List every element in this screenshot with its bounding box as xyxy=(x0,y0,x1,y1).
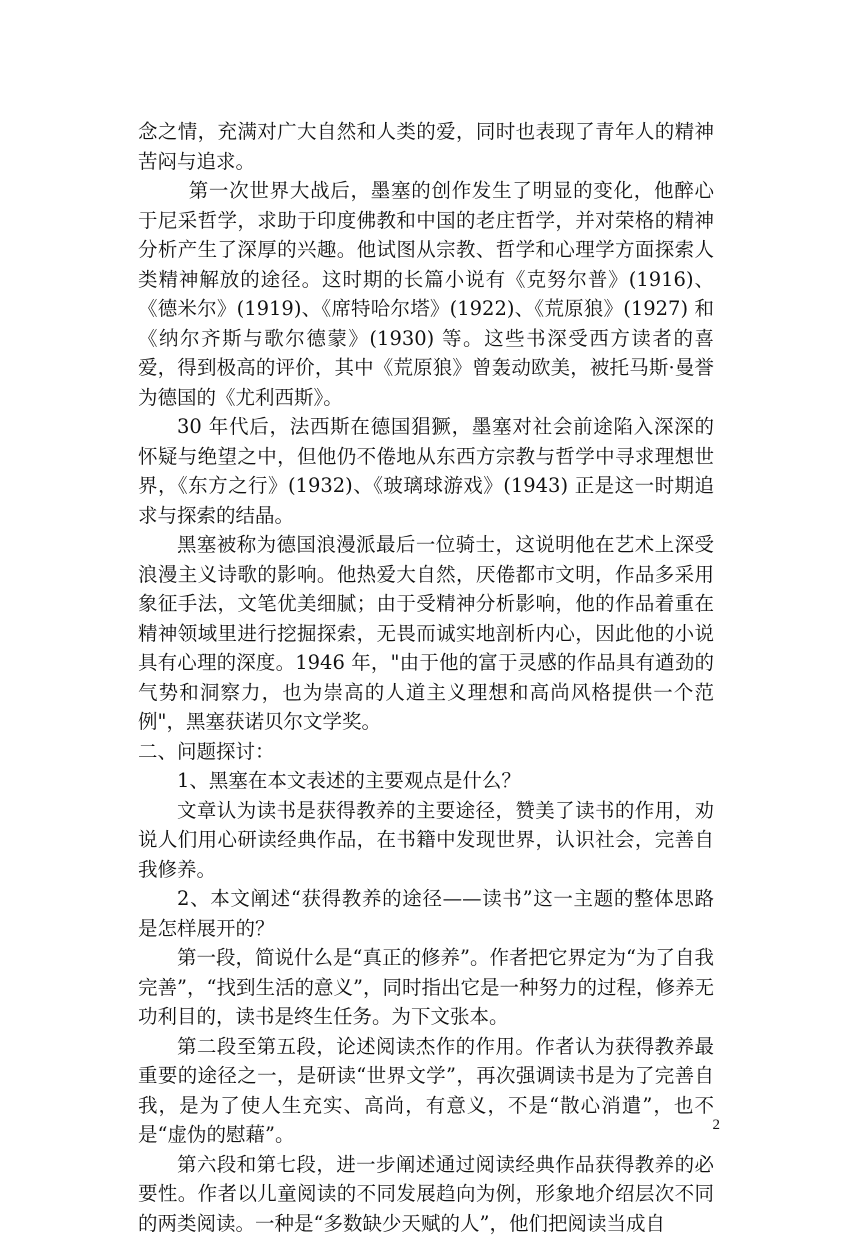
question: 2、本文阐述“获得教养的途径——读书”这一主题的整体思路是怎样展开的？ xyxy=(138,884,714,943)
paragraph: 黑塞被称为德国浪漫派最后一位骑士，这说明他在艺术上深受浪漫主义诗歌的影响。他热爱大自然，厌倦都市文明，作品多采用象征手法，文笔优美细腻；由于受精神分析影响，他的作品着重在精神领域里进行挖掘探索，无畏而诚实地剖析内心，因此他的小说具有心理的深度。1946 年，"由于他的富于灵感的作品具有遒劲的气势和洞察力，也为崇高的人道主义理想和高尚风格提供一个范例"，黑塞获诺贝尔文学奖。 xyxy=(138,530,714,737)
body-text xyxy=(138,117,714,1238)
question: 1、黑塞在本文表述的主要观点是什么？ xyxy=(138,766,714,796)
page-number: 2 xyxy=(700,1117,720,1134)
paragraph: 30 年代后，法西斯在德国猖獗，墨塞对社会前途陷入深深的怀疑与绝望之中，但他仍不倦地从东西方宗教与哲学中寻求理想世界，《东方之行》(1932)、《玻璃球游戏》(1943) 正是这一时期追求与探索的结晶。 xyxy=(138,412,714,530)
section-heading: 二、问题探讨： xyxy=(138,737,714,767)
paragraph: 文章认为读书是获得教养的主要途径，赞美了读书的作用，劝说人们用心研读经典作品，在书籍中发现世界，认识社会，完善自我修养。 xyxy=(138,796,714,885)
paragraph: 念之情，充满对广大自然和人类的爱，同时也表现了青年人的精神苦闷与追求。 xyxy=(138,117,714,176)
paragraph: 第一次世界大战后，墨塞的创作发生了明显的变化，他醉心于尼采哲学，求助于印度佛教和中国的老庄哲学，并对荣格的精神分析产生了深厚的兴趣。他试图从宗教、哲学和心理学方面探索人类精神解放的途径。这时期的长篇小说有《克努尔普》(1916)、《德米尔》(1919)、《席特哈尔塔》(1922)、《荒原狼》(1927) 和《纳尔齐斯与歌尔德蒙》(1930) 等。这些书深受西方读者的喜爱，得到极高的评价，其中《荒原狼》曾轰动欧美，被托马斯·曼誉为德国的《尤利西斯》。 xyxy=(138,176,714,412)
paragraph: 第一段，简说什么是“真正的修养”。作者把它界定为“为了自我完善”，“找到生活的意义”，同时指出它是一种努力的过程，修养无功利目的，读书是终生任务。为下文张本。 xyxy=(138,943,714,1032)
paragraph: 第二段至第五段，论述阅读杰作的作用。作者认为获得教养最重要的途径之一，是研读“世界文学”，再次强调读书是为了完善自我，是为了使人生充实、高尚，有意义，不是“散心消遣”，也不是“虚伪的慰藉”。 xyxy=(138,1032,714,1150)
paragraph: 第六段和第七段，进一步阐述通过阅读经典作品获得教养的必要性。作者以儿童阅读的不同发展趋向为例，形象地介绍层次不同的两类阅读。一种是“多数缺少天赋的人”，他们把阅读当成自 xyxy=(138,1150,714,1238)
